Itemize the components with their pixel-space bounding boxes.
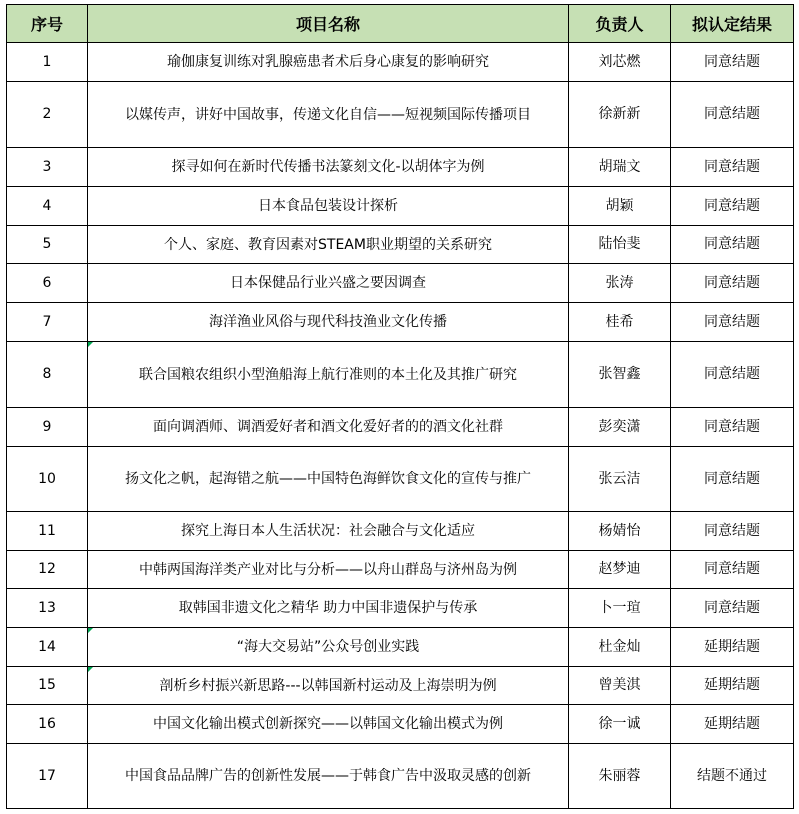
cell-name: 取韩国非遗文化之精华 助力中国非遗保护与传承	[88, 589, 569, 628]
cell-result: 同意结题	[671, 187, 794, 226]
cell-owner: 胡瑞文	[569, 148, 671, 187]
cell-name: 个人、家庭、教育因素对STEAM职业期望的关系研究	[88, 226, 569, 264]
cell-name: 中国食品品牌广告的创新性发展——于韩食广告中汲取灵感的创新	[88, 744, 569, 809]
table-header	[7, 5, 794, 43]
cell-owner: 曾美淇	[569, 667, 671, 705]
header-no: 序号	[7, 5, 88, 43]
cell-result: 同意结题	[671, 264, 794, 303]
cell-name: 扬文化之帆，起海错之航——中国特色海鲜饮食文化的宣传与推广	[88, 447, 569, 512]
cell-owner: 徐一诚	[569, 705, 671, 744]
table-row	[7, 447, 794, 512]
cell-result: 同意结题	[671, 447, 794, 512]
table-row	[7, 148, 794, 187]
cell-result: 同意结题	[671, 148, 794, 187]
cell-no: 9	[7, 408, 88, 447]
cell-name: 中国文化输出模式创新探究——以韩国文化输出模式为例	[88, 705, 569, 744]
cell-name: 瑜伽康复训练对乳腺癌患者术后身心康复的影响研究	[88, 43, 569, 82]
cell-name: 日本食品包装设计探析	[88, 187, 569, 226]
cell-result: 同意结题	[671, 43, 794, 82]
cell-owner: 张云洁	[569, 447, 671, 512]
cell-name: 探究上海日本人生活状况：社会融合与文化适应	[88, 512, 569, 551]
cell-no: 14	[7, 628, 88, 667]
cell-name: 中韩两国海洋类产业对比与分析——以舟山群岛与济州岛为例	[88, 551, 569, 589]
cell-no: 2	[7, 82, 88, 148]
cell-owner: 朱丽蓉	[569, 744, 671, 809]
table-row	[7, 82, 794, 148]
cell-result: 同意结题	[671, 512, 794, 551]
header-owner: 负责人	[569, 5, 671, 43]
cell-result: 延期结题	[671, 667, 794, 705]
cell-owner: 张涛	[569, 264, 671, 303]
cell-no: 11	[7, 512, 88, 551]
table-row	[7, 408, 794, 447]
cell-result: 延期结题	[671, 705, 794, 744]
cell-owner: 桂希	[569, 303, 671, 342]
cell-name: 联合国粮农组织小型渔船海上航行准则的本土化及其推广研究	[88, 342, 569, 408]
cell-no: 13	[7, 589, 88, 628]
table-row	[7, 705, 794, 744]
cell-owner: 张智鑫	[569, 342, 671, 408]
table-row	[7, 551, 794, 589]
cell-no: 1	[7, 43, 88, 82]
cell-no: 3	[7, 148, 88, 187]
cell-no: 4	[7, 187, 88, 226]
header-result: 拟认定结果	[671, 5, 794, 43]
table-body	[7, 43, 794, 809]
table-row	[7, 43, 794, 82]
table-row	[7, 512, 794, 551]
cell-result: 同意结题	[671, 589, 794, 628]
cell-name: 剖析乡村振兴新思路---以韩国新村运动及上海崇明为例	[88, 667, 569, 705]
cell-result: 同意结题	[671, 551, 794, 589]
cell-no: 16	[7, 705, 88, 744]
table-row	[7, 342, 794, 408]
cell-name: 探寻如何在新时代传播书法篆刻文化-以胡体字为例	[88, 148, 569, 187]
cell-result: 同意结题	[671, 303, 794, 342]
table-row	[7, 667, 794, 705]
cell-name: “海大交易站”公众号创业实践	[88, 628, 569, 667]
project-table	[6, 4, 794, 809]
cell-no: 7	[7, 303, 88, 342]
cell-result: 同意结题	[671, 226, 794, 264]
header-name: 项目名称	[88, 5, 569, 43]
cell-owner: 胡颖	[569, 187, 671, 226]
table-row	[7, 303, 794, 342]
cell-no: 17	[7, 744, 88, 809]
table-row	[7, 744, 794, 809]
cell-name: 面向调酒师、调酒爱好者和酒文化爱好者的的酒文化社群	[88, 408, 569, 447]
table-row	[7, 628, 794, 667]
cell-no: 15	[7, 667, 88, 705]
cell-no: 5	[7, 226, 88, 264]
header-row	[7, 5, 794, 43]
table-row	[7, 264, 794, 303]
cell-name: 以媒传声，讲好中国故事，传递文化自信——短视频国际传播项目	[88, 82, 569, 148]
cell-owner: 刘芯燃	[569, 43, 671, 82]
cell-owner: 陆怡斐	[569, 226, 671, 264]
cell-no: 8	[7, 342, 88, 408]
cell-owner: 卜一瑄	[569, 589, 671, 628]
cell-name: 海洋渔业风俗与现代科技渔业文化传播	[88, 303, 569, 342]
table-row	[7, 226, 794, 264]
cell-no: 10	[7, 447, 88, 512]
cell-owner: 杨婧怡	[569, 512, 671, 551]
table-row	[7, 187, 794, 226]
cell-name: 日本保健品行业兴盛之要因调查	[88, 264, 569, 303]
cell-result: 同意结题	[671, 342, 794, 408]
table-row	[7, 589, 794, 628]
cell-owner: 杜金灿	[569, 628, 671, 667]
cell-result: 结题不通过	[671, 744, 794, 809]
cell-owner: 彭奕潇	[569, 408, 671, 447]
cell-no: 12	[7, 551, 88, 589]
cell-owner: 徐新新	[569, 82, 671, 148]
cell-owner: 赵梦迪	[569, 551, 671, 589]
cell-no: 6	[7, 264, 88, 303]
cell-result: 延期结题	[671, 628, 794, 667]
cell-result: 同意结题	[671, 82, 794, 148]
cell-result: 同意结题	[671, 408, 794, 447]
